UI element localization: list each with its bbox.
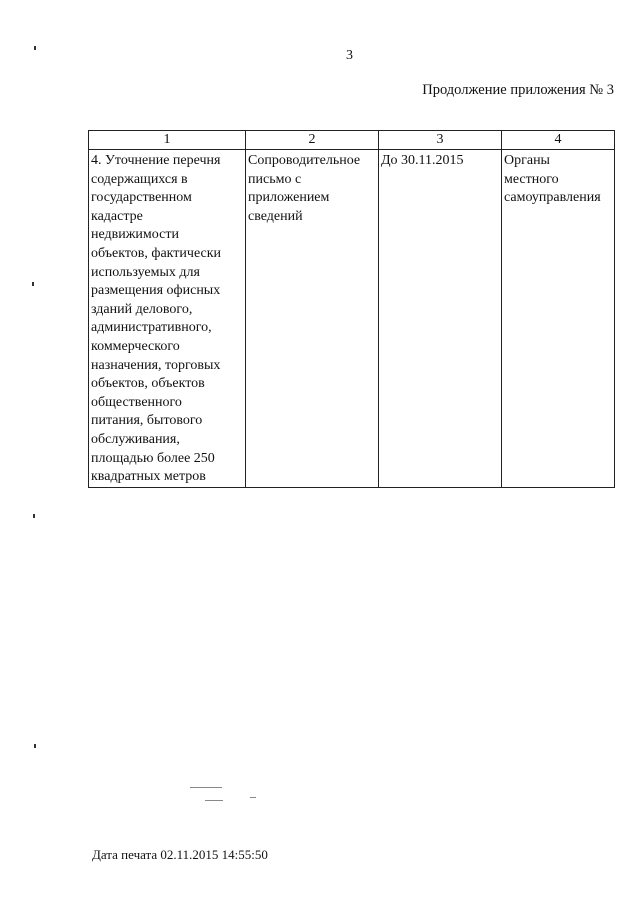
cell-line: обслуживания, [91, 431, 180, 447]
scan-mark [32, 282, 34, 286]
table-row [89, 150, 615, 488]
cell-line: Сопроводительное [248, 153, 361, 168]
cell-line: До 30.11.2015 [381, 153, 464, 168]
page-number: 3 [346, 48, 353, 63]
cell-line: объектов, объектов [91, 376, 205, 392]
cell-line: сведений [248, 208, 303, 224]
plan-table [88, 130, 615, 488]
scan-dash [205, 800, 223, 801]
cell-line: государственном [91, 190, 192, 206]
cell-line: общественного [91, 394, 182, 410]
cell-deadline [379, 150, 502, 488]
appendix-continuation-note: Продолжение приложения № 3 [422, 82, 614, 98]
header-col-3: 3 [379, 131, 502, 150]
scan-mark [34, 744, 36, 748]
cell-responsible [502, 150, 615, 488]
header-col-2: 2 [246, 131, 379, 150]
cell-line: кадастре [91, 208, 143, 224]
header-col-4: 4 [502, 131, 615, 150]
cell-line: объектов, фактически [91, 245, 222, 261]
cell-line: коммерческого [91, 338, 180, 354]
header-col-1: 1 [89, 131, 246, 150]
cell-line: недвижимости [91, 227, 179, 243]
print-date: Дата печата 02.11.2015 14:55:50 [92, 847, 268, 862]
cell-line: приложением [248, 190, 330, 206]
scan-mark [33, 514, 35, 518]
cell-line: административного, [91, 320, 212, 336]
cell-line: самоуправления [504, 190, 601, 206]
cell-line: размещения офисных [91, 283, 221, 299]
cell-line: письмо с [248, 171, 302, 187]
cell-line: 4. Уточнение перечня [91, 153, 221, 168]
cell-line: площадью более 250 [91, 450, 215, 466]
cell-measure [89, 150, 246, 488]
cell-line: питания, бытового [91, 413, 203, 429]
cell-line: содержащихся в [91, 171, 188, 187]
cell-line: Органы [504, 153, 550, 168]
cell-line: зданий делового, [91, 301, 193, 317]
cell-line: назначения, торговых [91, 357, 221, 373]
cell-document-form [246, 150, 379, 488]
scan-mark [34, 46, 36, 50]
cell-line: используемых для [91, 264, 200, 280]
table-header-row [89, 131, 615, 150]
scan-dash [190, 787, 222, 788]
cell-line: местного [504, 171, 559, 187]
scan-dash [250, 797, 256, 798]
cell-line: квадратных метров [91, 469, 206, 485]
